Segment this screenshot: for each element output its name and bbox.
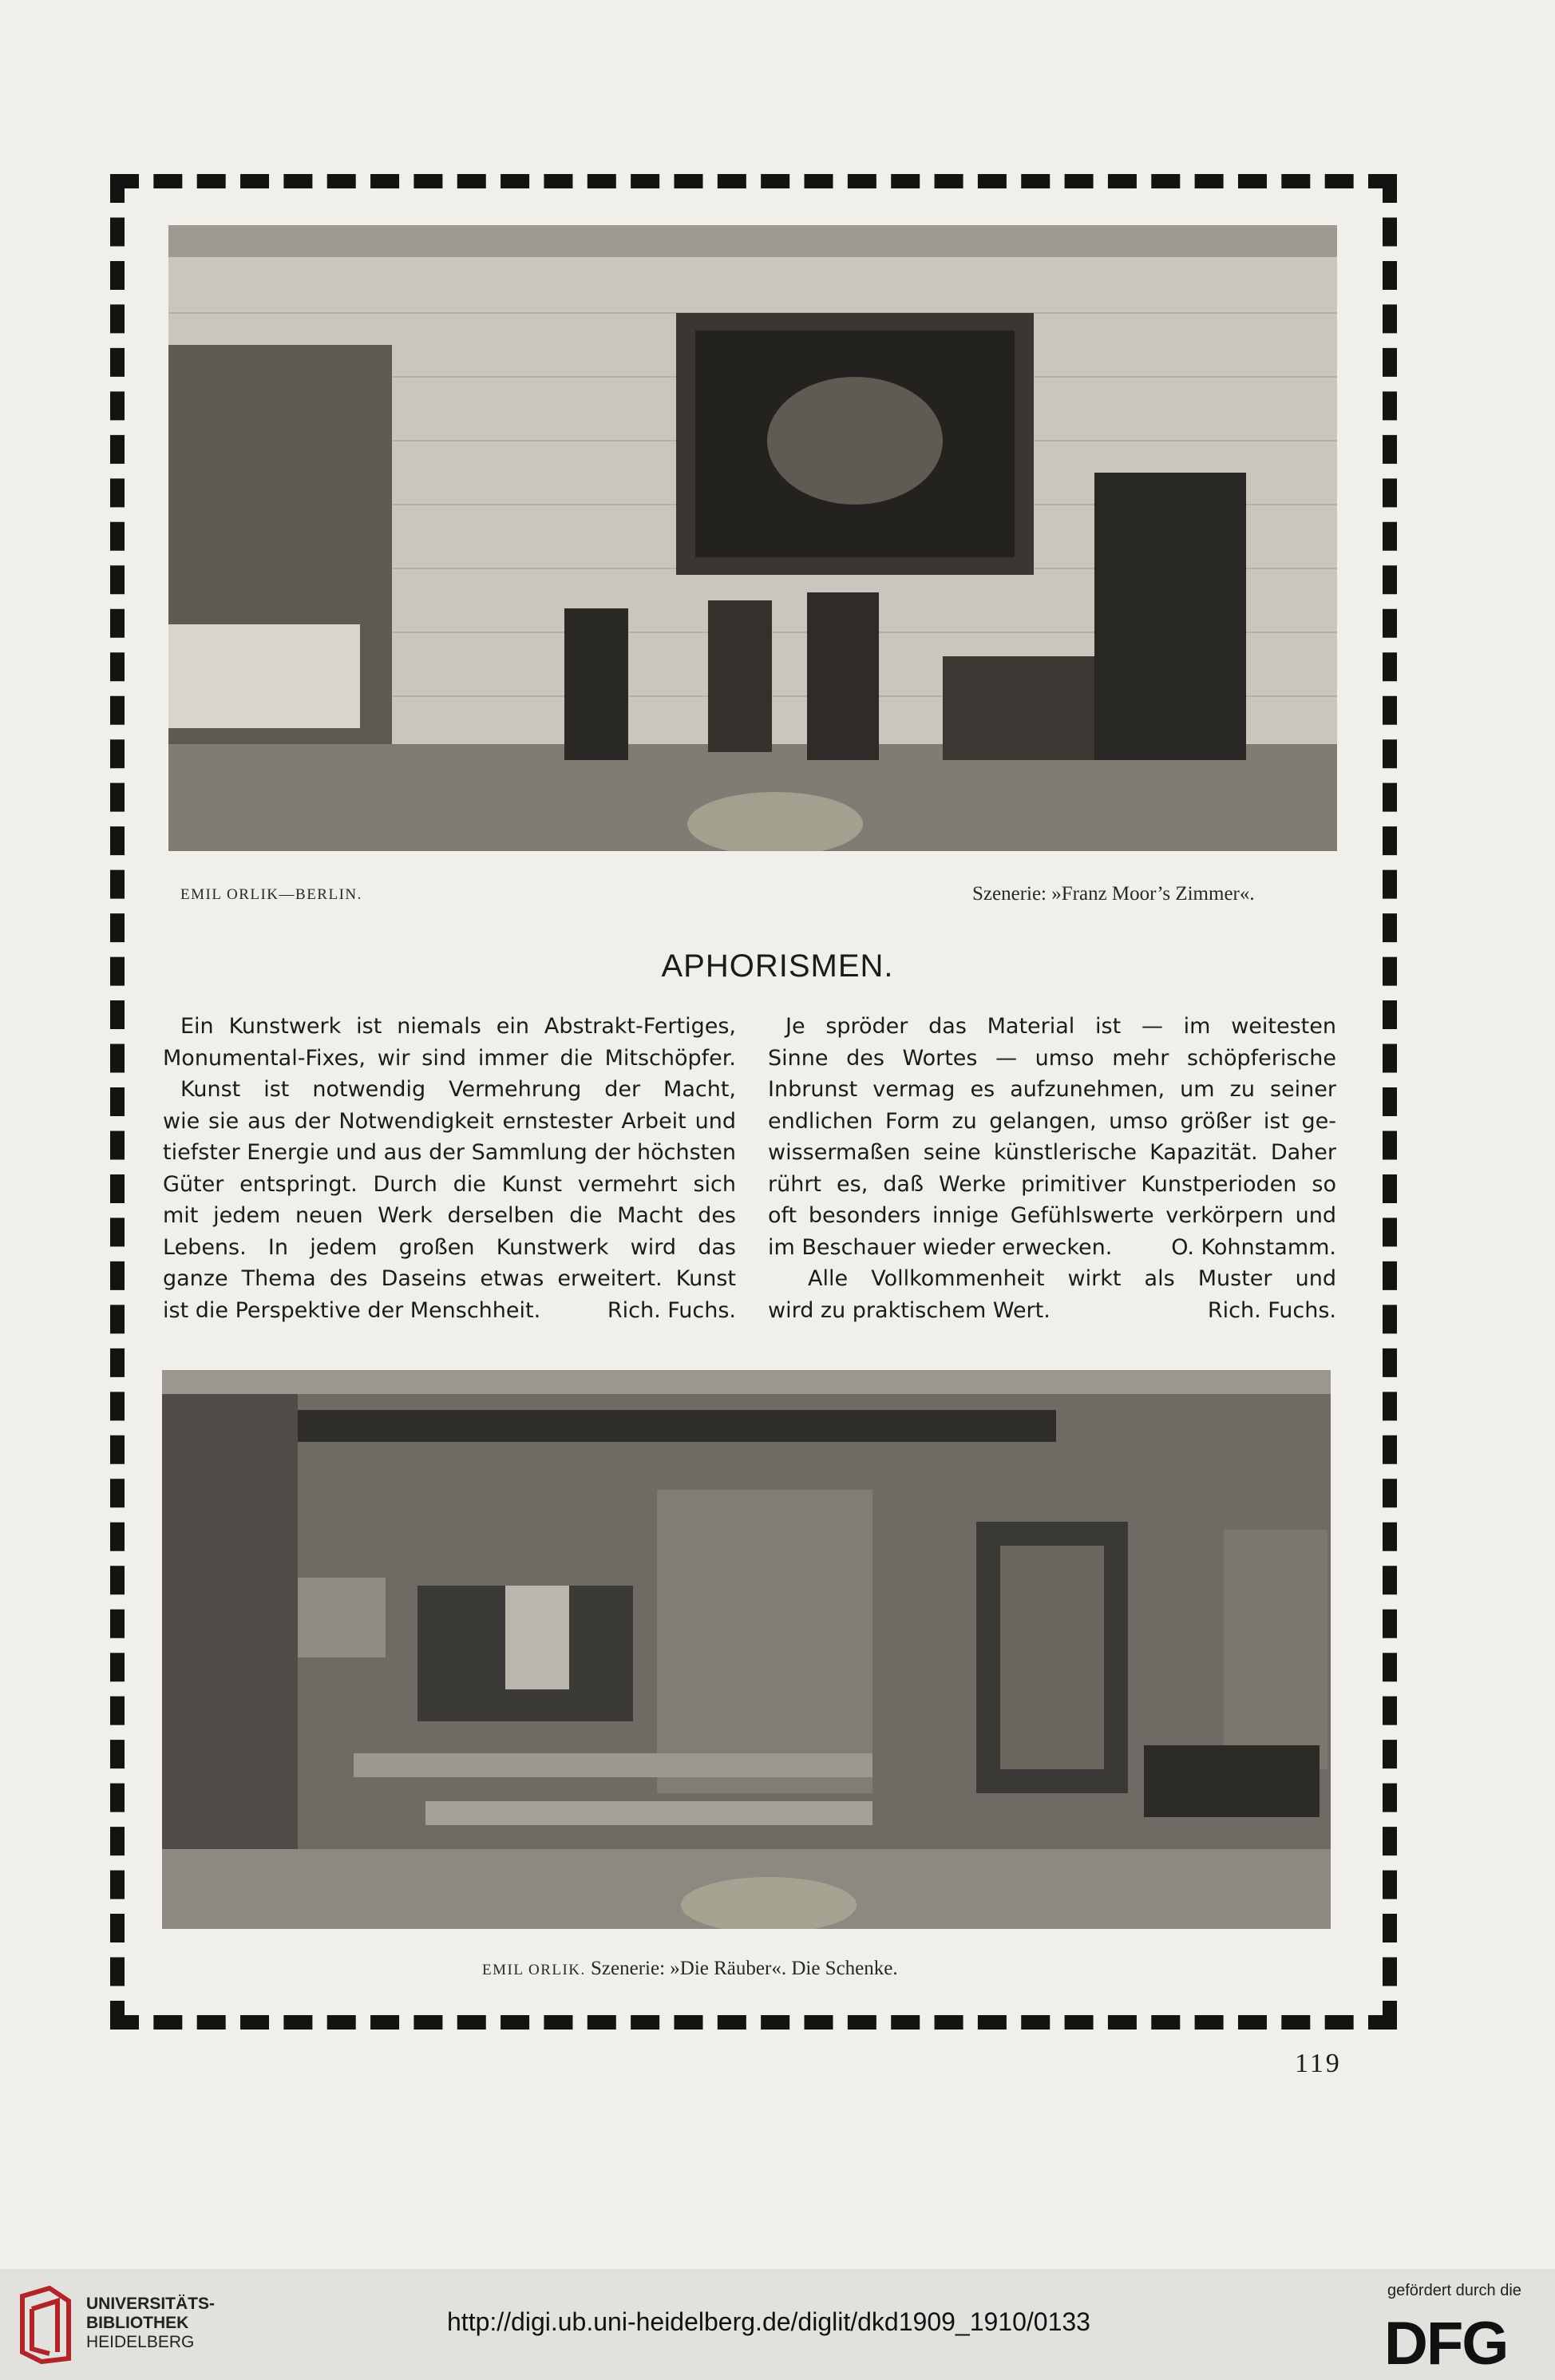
text-line: Kunst ist notwendig Vermehrung der Macht, xyxy=(180,1077,736,1102)
author-signature: Rich. Fuchs. xyxy=(607,1297,736,1323)
text-line: Alle Vollkommenheit wirkt als Muster und xyxy=(808,1266,1336,1291)
text-line: tiefster Energie und aus der Sammlung der höchsten xyxy=(163,1140,736,1165)
photo-credit-bottom: EMIL ORLIK. xyxy=(482,1962,586,1978)
text-line: mit jedem neuen Werk derselben die Macht des xyxy=(163,1203,736,1228)
text-fragment: wird zu praktischem Wert. xyxy=(768,1297,1051,1323)
text-line: Monumental-Fixes, wir sind immer die Mitschöpfer. xyxy=(163,1045,736,1071)
text-line: Ein Kunstwerk ist niemals ein Abstrakt-Fertiges, xyxy=(180,1014,736,1039)
text-line: endlichen Form zu gelangen, umso größer ist ge- xyxy=(768,1108,1336,1134)
stage-photo-franz-moor xyxy=(168,225,1337,851)
author-signature: O. Kohnstamm. xyxy=(1171,1234,1336,1260)
library-name xyxy=(86,2295,215,2352)
text-line: wie sie aus der Notwendigkeit ernstester Arbeit und xyxy=(163,1108,736,1134)
stage-photo-die-schenke xyxy=(162,1370,1331,1929)
article-column-left xyxy=(163,1011,736,1326)
page-number: 119 xyxy=(1295,2049,1342,2078)
library-name-line: HEIDELBERG xyxy=(86,2333,195,2351)
text-line: Je spröder das Material ist — im weitesten xyxy=(785,1014,1336,1039)
photo-caption-top: Szenerie: »Franz Moor’s Zimmer«. xyxy=(972,883,1255,905)
photo-caption-text: Szenerie: »Die Räuber«. Die Schenke. xyxy=(591,1958,898,1979)
text-line: oft besonders innige Gefühlswerte verkörpern und xyxy=(768,1203,1336,1228)
text-line xyxy=(768,1295,1336,1327)
text-line: Lebens. In jedem großen Kunstwerk wird das xyxy=(163,1234,736,1260)
university-library-logo-icon xyxy=(18,2285,73,2365)
text-line: Güter entspringt. Durch die Kunst vermehrt sich xyxy=(163,1171,736,1197)
text-fragment: im Beschauer wieder erwecken. xyxy=(768,1234,1113,1260)
digitization-footer xyxy=(0,2269,1555,2380)
photo-caption-bottom xyxy=(482,1958,898,1980)
text-fragment: ist die Perspektive der Menschheit. xyxy=(163,1297,541,1323)
permalink-url[interactable]: http://digi.ub.uni-heidelberg.de/diglit/dkd1909_1910/0133 xyxy=(447,2307,1090,2336)
funding-label: gefördert durch die xyxy=(1387,2282,1521,2299)
article-heading: APHORISMEN. xyxy=(661,948,894,984)
text-line: Sinne des Wortes — umso mehr schöpferische xyxy=(768,1045,1336,1071)
library-name-line: BIBLIOTHEK xyxy=(86,2314,189,2332)
text-line: wissermaßen seine künstlerische Kapazität. Daher xyxy=(768,1140,1336,1165)
text-line xyxy=(768,1232,1336,1264)
library-name-line: UNIVERSITÄTS- xyxy=(86,2295,216,2313)
photo-credit-top: EMIL ORLIK—BERLIN. xyxy=(180,886,362,903)
text-line: ganze Thema des Daseins etwas erweitert. Kunst xyxy=(163,1266,736,1291)
author-signature: Rich. Fuchs. xyxy=(1207,1297,1336,1323)
text-line: rührt es, daß Werke primitiver Kunstperioden so xyxy=(768,1171,1336,1197)
article-column-right xyxy=(768,1011,1336,1326)
dfg-logo: DFG xyxy=(1384,2310,1508,2378)
text-line: Inbrunst vermag es aufzunehmen, um zu seiner xyxy=(768,1077,1336,1102)
text-line xyxy=(163,1295,736,1327)
